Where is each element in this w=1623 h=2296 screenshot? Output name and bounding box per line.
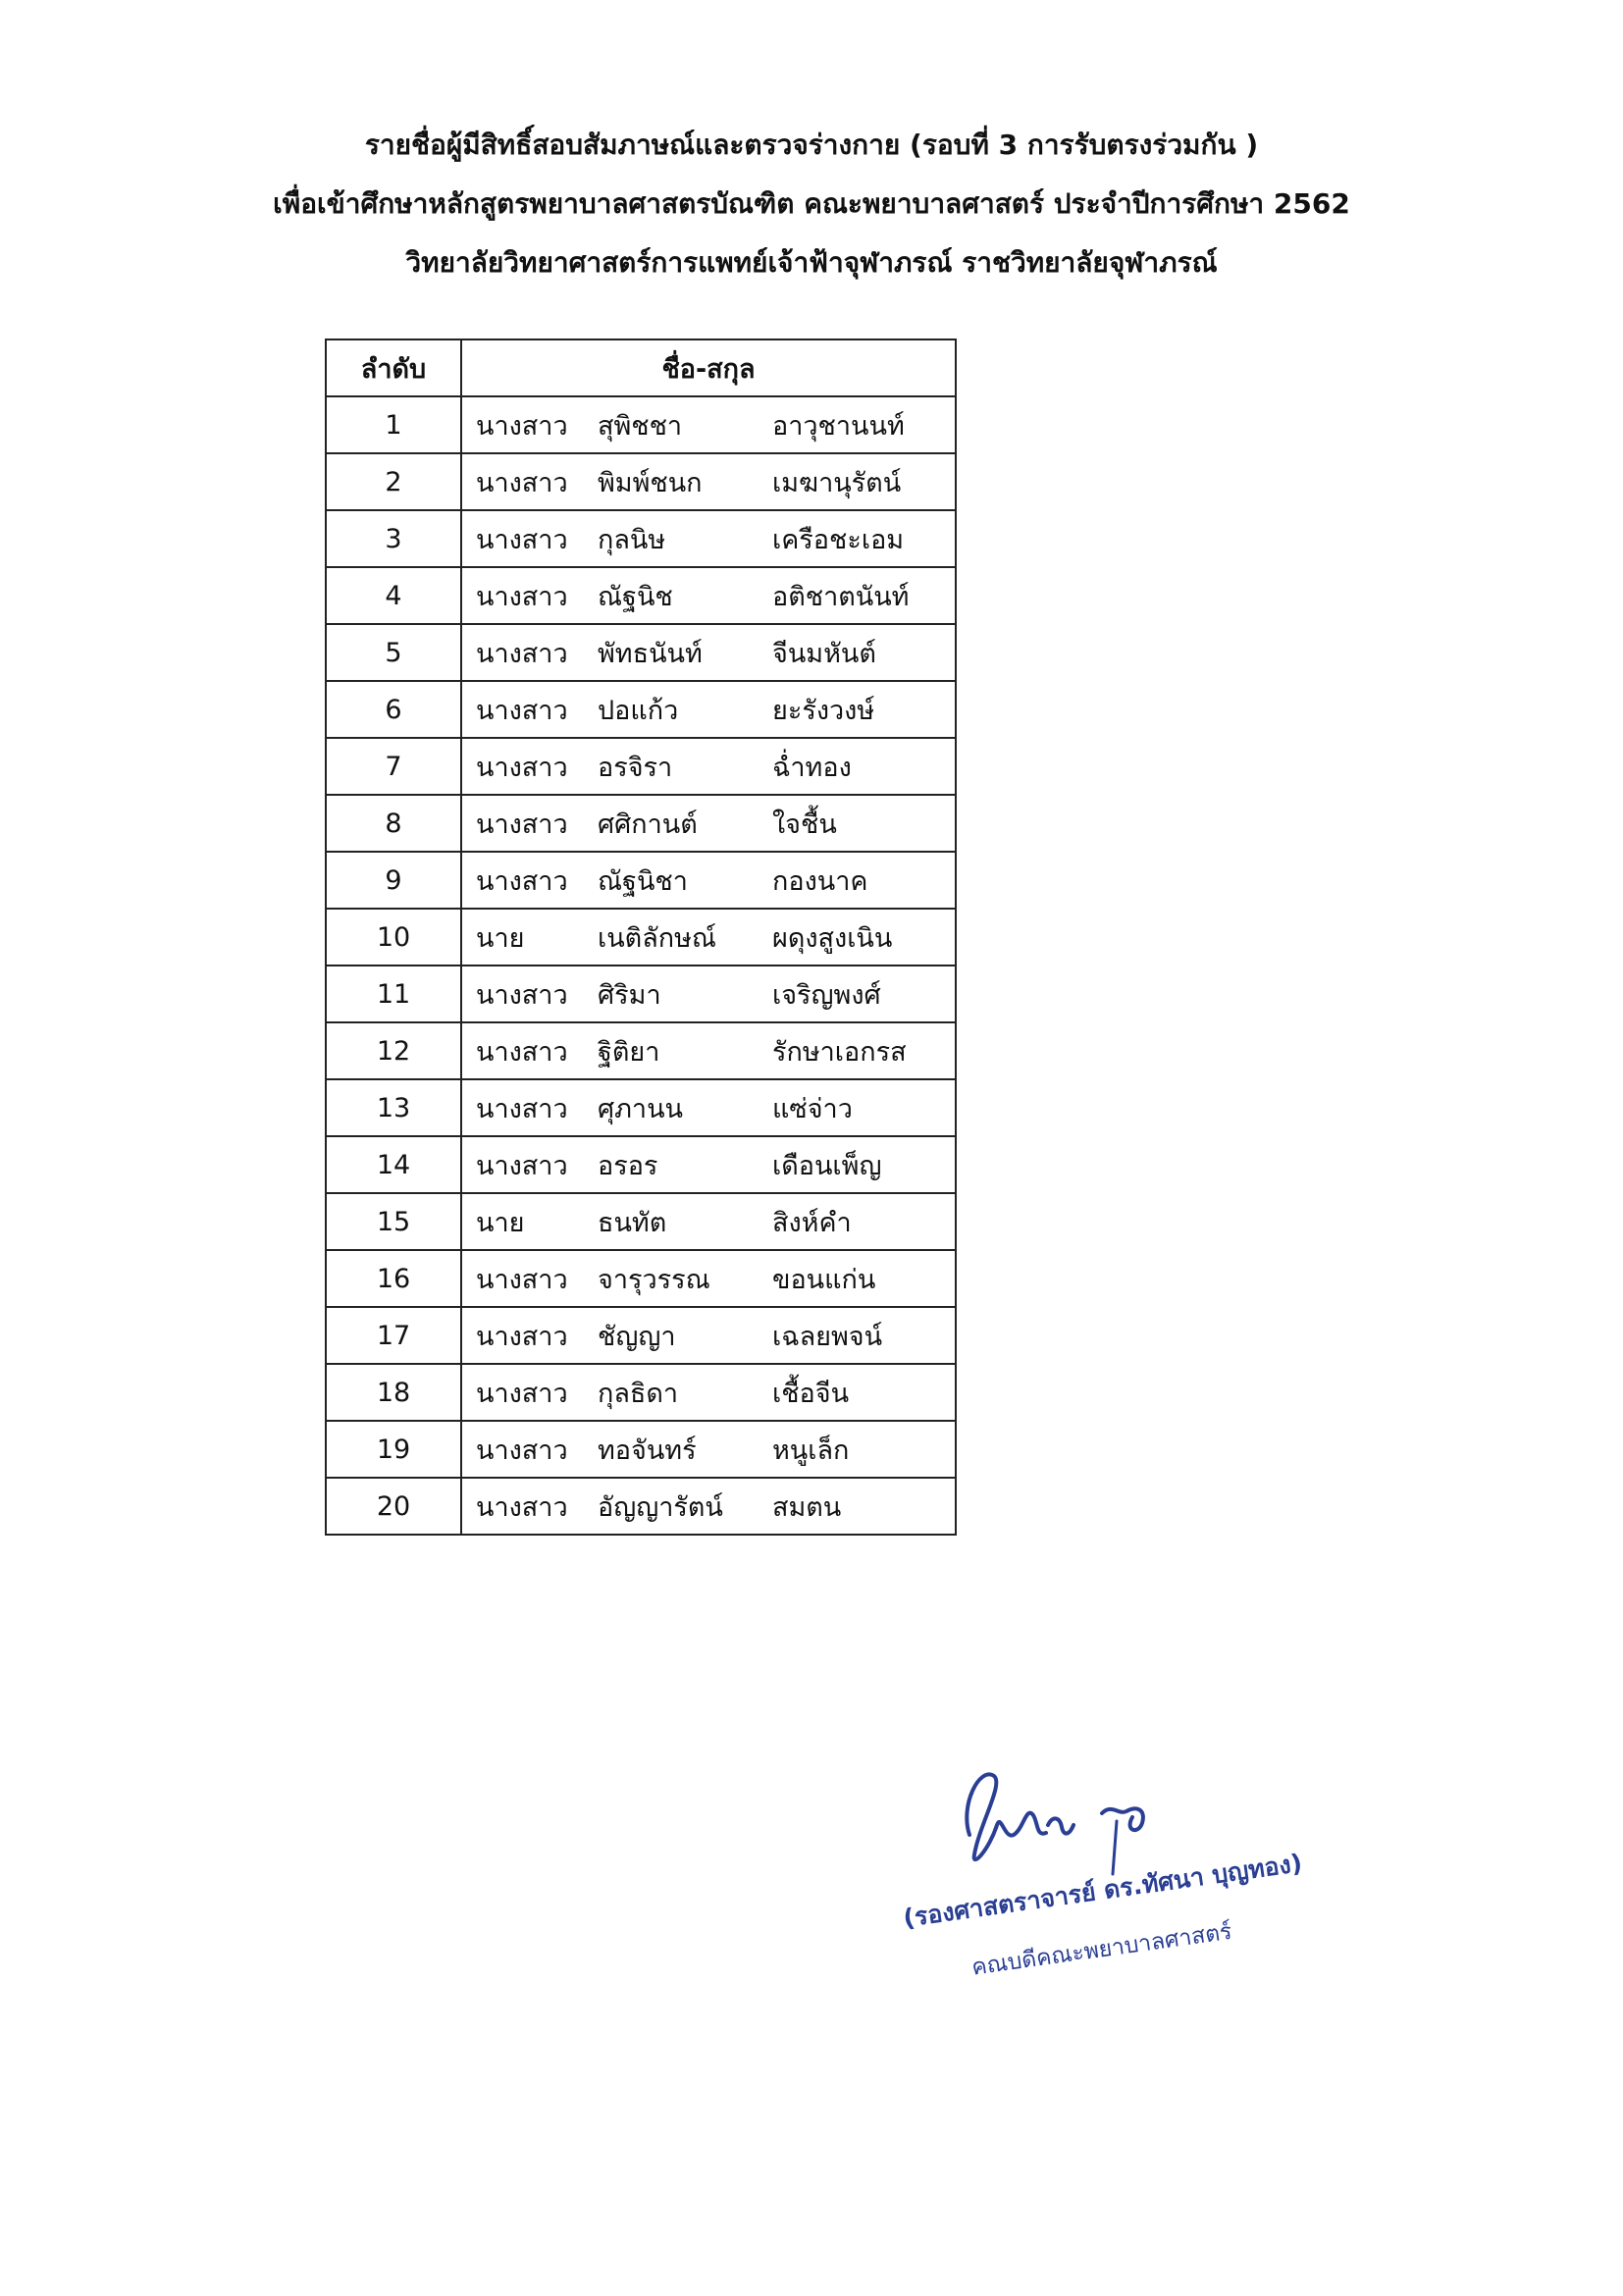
name-prefix: นางสาว — [476, 638, 568, 669]
table-row — [326, 1307, 956, 1364]
last-name: เมฆานุรัตน์ — [772, 467, 902, 498]
name-prefix: นางสาว — [476, 979, 568, 1011]
first-name: จารุวรรณ — [598, 1264, 710, 1295]
table-row — [326, 965, 956, 1022]
last-name: เครือชะเอม — [772, 524, 905, 555]
first-name: สุพิชชา — [598, 410, 683, 442]
name-prefix: นางสาว — [476, 1491, 568, 1523]
first-name: อัญญารัตน์ — [598, 1491, 723, 1523]
last-name: เฉลยพจน์ — [772, 1321, 883, 1352]
full-name-cell — [461, 453, 956, 510]
name-prefix: นางสาว — [476, 524, 568, 555]
last-name: สมตน — [772, 1491, 842, 1523]
last-name: อาวุชานนท์ — [772, 410, 905, 442]
last-name: แซ่จ่าว — [772, 1093, 853, 1124]
row-number: 6 — [326, 681, 461, 738]
full-name-cell — [461, 1079, 956, 1136]
row-number: 11 — [326, 965, 461, 1022]
row-number: 2 — [326, 453, 461, 510]
table-row — [326, 567, 956, 624]
table-row — [326, 1364, 956, 1421]
last-name: จีนมหันต์ — [772, 638, 876, 669]
first-name: ณัฐนิช — [598, 581, 673, 612]
row-number: 9 — [326, 852, 461, 909]
full-name-cell — [461, 738, 956, 795]
full-name-cell — [461, 681, 956, 738]
table-row — [326, 396, 956, 453]
full-name-cell — [461, 965, 956, 1022]
table-row — [326, 1136, 956, 1193]
table-header-row — [326, 339, 956, 396]
name-prefix: นางสาว — [476, 1378, 568, 1409]
first-name: ทอจันทร์ — [598, 1435, 697, 1466]
full-name-cell — [461, 1193, 956, 1250]
table-row — [326, 681, 956, 738]
name-prefix: นางสาว — [476, 1150, 568, 1181]
first-name: อรอร — [598, 1150, 658, 1181]
last-name: สิงห์คำ — [772, 1207, 852, 1238]
full-name-cell — [461, 510, 956, 567]
name-prefix: นางสาว — [476, 1435, 568, 1466]
name-prefix: นางสาว — [476, 695, 568, 726]
name-prefix: นาย — [476, 1207, 525, 1238]
last-name: ขอนแก่น — [772, 1264, 876, 1295]
full-name-cell — [461, 396, 956, 453]
signatory-title: คณบดีคณะพยาบาลศาสตร์ — [969, 1918, 1234, 1981]
column-header-name: ชื่อ-สกุล — [461, 339, 956, 396]
table-row — [326, 738, 956, 795]
last-name: ใจชื้น — [772, 809, 837, 840]
row-number: 1 — [326, 396, 461, 453]
last-name: หนูเล็ก — [772, 1435, 850, 1466]
row-number: 14 — [326, 1136, 461, 1193]
table-row — [326, 909, 956, 965]
full-name-cell — [461, 567, 956, 624]
full-name-cell — [461, 624, 956, 681]
table-row — [326, 1250, 956, 1307]
first-name: ธนทัต — [598, 1207, 667, 1238]
row-number: 18 — [326, 1364, 461, 1421]
name-prefix: นางสาว — [476, 581, 568, 612]
full-name-cell — [461, 852, 956, 909]
full-name-cell — [461, 1136, 956, 1193]
first-name: ปอแก้ว — [598, 695, 679, 726]
name-prefix: นางสาว — [476, 467, 568, 498]
first-name: กุลนิษ — [598, 524, 666, 555]
full-name-cell — [461, 1307, 956, 1364]
first-name: พัทธนันท์ — [598, 638, 703, 669]
last-name: ยะรังวงษ์ — [772, 695, 875, 726]
full-name-cell — [461, 909, 956, 965]
name-prefix: นางสาว — [476, 865, 568, 897]
last-name: เชื้อจีน — [772, 1378, 850, 1409]
row-number: 15 — [326, 1193, 461, 1250]
name-prefix: นาย — [476, 922, 525, 954]
table-row — [326, 1421, 956, 1478]
first-name: ศุภานน — [598, 1093, 684, 1124]
row-number: 16 — [326, 1250, 461, 1307]
first-name: เนติลักษณ์ — [598, 922, 716, 954]
full-name-cell — [461, 1022, 956, 1079]
row-number: 7 — [326, 738, 461, 795]
first-name: กุลธิดา — [598, 1378, 679, 1409]
row-number: 20 — [326, 1478, 461, 1535]
column-header-number: ลำดับ — [326, 339, 461, 396]
name-prefix: นางสาว — [476, 1264, 568, 1295]
row-number: 10 — [326, 909, 461, 965]
candidate-table — [325, 339, 957, 1536]
signatory-name: (รองศาสตราจารย์ ดร.ทัศนา บุญทอง) — [901, 1848, 1304, 1933]
last-name: ฉ่ำทอง — [772, 752, 852, 783]
table-row — [326, 510, 956, 567]
name-prefix: นางสาว — [476, 1036, 568, 1068]
first-name: ณัฐนิชา — [598, 865, 688, 897]
name-prefix: นางสาว — [476, 1321, 568, 1352]
first-name: พิมพ์ชนก — [598, 467, 703, 498]
last-name: ผดุงสูงเนิน — [772, 922, 893, 954]
last-name: เดือนเพ็ญ — [772, 1150, 882, 1181]
header-title-line-2: เพื่อเข้าศึกษาหลักสูตรพยาบาลศาสตรบัณฑิต คณะพยาบาลศาสตร์ ประจำปีการศึกษา 2562 — [273, 187, 1350, 220]
first-name: อรจิรา — [598, 752, 673, 783]
row-number: 12 — [326, 1022, 461, 1079]
full-name-cell — [461, 1250, 956, 1307]
row-number: 17 — [326, 1307, 461, 1364]
table-body — [326, 396, 956, 1535]
name-prefix: นางสาว — [476, 1093, 568, 1124]
last-name: เจริญพงศ์ — [772, 979, 881, 1011]
full-name-cell — [461, 1421, 956, 1478]
table-row — [326, 852, 956, 909]
full-name-cell — [461, 1478, 956, 1535]
row-number: 3 — [326, 510, 461, 567]
full-name-cell — [461, 795, 956, 852]
table-row — [326, 453, 956, 510]
last-name: อติชาตนันท์ — [772, 581, 910, 612]
table-row — [326, 795, 956, 852]
name-prefix: นางสาว — [476, 410, 568, 442]
table-row — [326, 1193, 956, 1250]
first-name: ฐิติยา — [598, 1036, 660, 1068]
last-name: รักษาเอกรส — [772, 1036, 907, 1068]
name-prefix: นางสาว — [476, 752, 568, 783]
last-name: กองนาค — [772, 865, 868, 897]
row-number: 5 — [326, 624, 461, 681]
name-prefix: นางสาว — [476, 809, 568, 840]
header-title-line-3: วิทยาลัยวิทยาศาสตร์การแพทย์เจ้าฟ้าจุฬาภรณ์ ราชวิทยาลัยจุฬาภรณ์ — [405, 246, 1218, 279]
first-name: ศศิกานต์ — [598, 809, 698, 840]
table-row — [326, 1022, 956, 1079]
header-title-line-1: รายชื่อผู้มีสิทธิ์สอบสัมภาษณ์และตรวจร่างกาย (รอบที่ 3 การรับตรงร่วมกัน ) — [364, 129, 1259, 161]
row-number: 8 — [326, 795, 461, 852]
table-row — [326, 624, 956, 681]
table-row — [326, 1478, 956, 1535]
row-number: 4 — [326, 567, 461, 624]
row-number: 19 — [326, 1421, 461, 1478]
first-name: ชัญญา — [598, 1321, 676, 1352]
first-name: ศิริมา — [598, 979, 661, 1011]
row-number: 13 — [326, 1079, 461, 1136]
table-row — [326, 1079, 956, 1136]
document-header — [0, 116, 1623, 292]
full-name-cell — [461, 1364, 956, 1421]
